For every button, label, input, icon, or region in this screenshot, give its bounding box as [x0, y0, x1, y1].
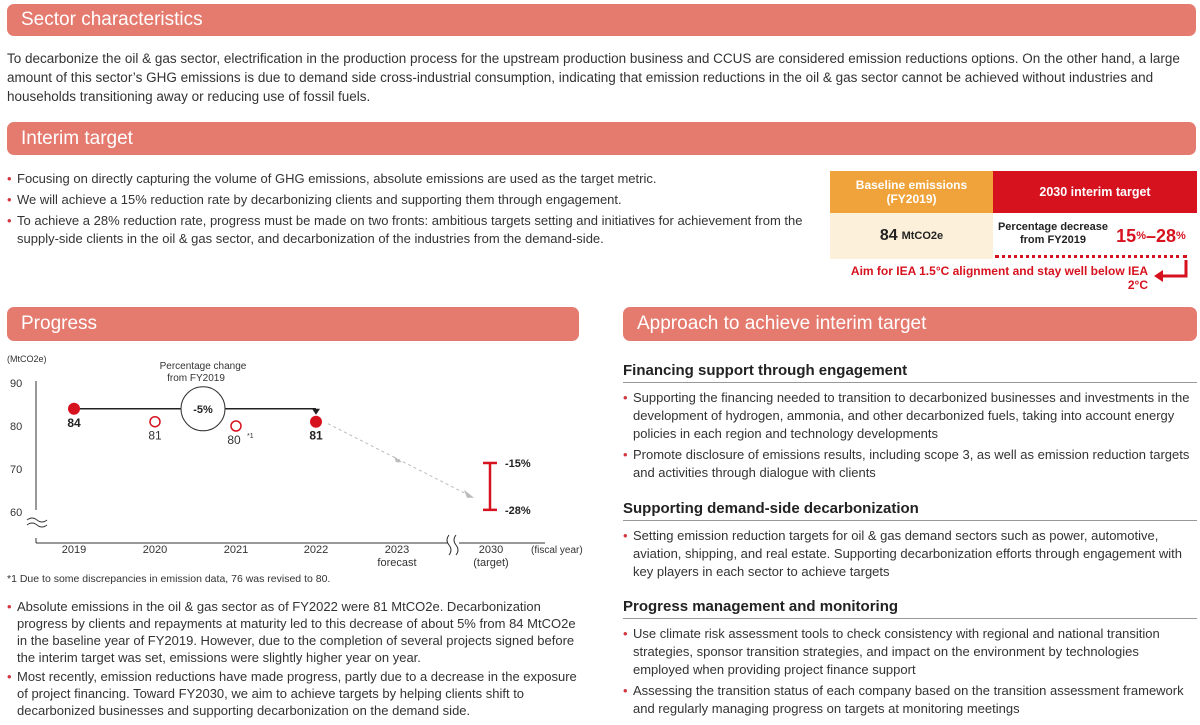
- data-label: 81: [309, 428, 323, 443]
- data-point-2021: [231, 421, 241, 431]
- data-point-2022: [311, 416, 322, 427]
- interim-target-banner: [7, 122, 1196, 155]
- y-tick-label: 80: [10, 421, 23, 433]
- approach-banner: [623, 307, 1197, 341]
- iea-alignment-note: Aim for IEA 1.5°C alignment and stay well below IEA 2°C: [850, 264, 1148, 292]
- baseline-unit: MtCO2e: [901, 230, 944, 242]
- target-label: 2030 interim target: [1039, 185, 1151, 199]
- group-heading: Supporting demand-side decarbonization: [623, 500, 919, 517]
- baseline-value: 84: [879, 227, 898, 244]
- emissions-chart: [0, 345, 600, 573]
- x-tick-note: (target): [473, 557, 509, 569]
- chart-footnote: *1 Due to some discrepancies in emission data, 76 was revised to 80.: [7, 573, 331, 585]
- x-tick-note: forecast: [377, 557, 417, 569]
- list-item: • Assessing the transition status of each company based on the transition assessment framework and regularly managing progress on targets at monitoring meetings: [623, 682, 1197, 718]
- y-axis-break-icon: [27, 518, 47, 527]
- target-high-label: -15%: [505, 457, 531, 470]
- baseline-header: [830, 171, 993, 213]
- x-tick-label: 2030: [478, 544, 504, 556]
- group-bullets: [623, 625, 1197, 718]
- section-title: Sector characteristics: [21, 9, 203, 30]
- x-tick-label: 2019: [61, 544, 87, 556]
- data-label: 80: [227, 433, 241, 447]
- baseline-label: Baseline emissions: [855, 178, 968, 192]
- data-point-2019: [69, 403, 80, 414]
- pct-label-line-2: from FY2019: [1019, 234, 1086, 246]
- pct-sign: %: [1176, 230, 1186, 242]
- change-title-line-2: from FY2019: [167, 373, 225, 384]
- down-arrow-icon: [312, 409, 320, 415]
- data-point-2020: [150, 417, 160, 427]
- list-item: • Most recently, emission reductions have made progress, partly due to a decrease in the exposure of project financing. Toward FY2030, we aim to achieve targets by helping clients shift to decarbonized businesses and supporting decarbonization on the demand side.: [7, 668, 577, 719]
- list-item: • To achieve a 28% reduction rate, progress must be made on two fronts: ambitious targets setting and initiatives for achievement from the supply-side clients in the oil & gas sector, and decarbonization of the industries from the demand-side.: [7, 212, 807, 248]
- change-title-line-1: Percentage change: [159, 361, 247, 372]
- baseline-value-cell: [830, 213, 993, 259]
- progress-banner: [7, 307, 579, 341]
- unit-label: (MtCO2e): [7, 354, 47, 364]
- divider: [623, 520, 1197, 521]
- pct-label-line-1: Percentage decrease: [997, 221, 1109, 233]
- list-item: • We will achieve a 15% reduction rate by decarbonizing clients and supporting them through engagement.: [7, 191, 807, 209]
- x-axis-break-icon: [447, 535, 458, 555]
- range-dash: –: [1145, 225, 1156, 246]
- x-axis-title: (fiscal year): [531, 545, 583, 556]
- x-tick-label: 2021: [223, 544, 249, 556]
- list-item: • Supporting the financing needed to transition to decarbonized businesses and investments in the development of hydrogen, ammonia, and other decarbonized fuels, taking into account energy policies in each region and technology developments: [623, 389, 1197, 443]
- change-value: -5%: [193, 403, 213, 416]
- list-item: • Absolute emissions in the oil & gas sector as of FY2022 were 81 MtCO2e. Decarbonization progress by clients and repayments at maturity led to this decrease of about 5% from 84 MtCO2e in the baseline year of FY2019. However, due to the completion of several projects signed before the interim target was set, emissions were slightly higher year on year.: [7, 598, 577, 666]
- x-tick-label: 2020: [142, 544, 168, 556]
- percentage-decrease-label: [996, 218, 1110, 250]
- target-header: [993, 171, 1197, 213]
- list-item: • Use climate risk assessment tools to check consistency with regional and national transition strategies, sponsor transition strategies, and impact on the environment by technologies employed when providing project finance support: [623, 625, 1197, 679]
- x-tick-label: 2022: [303, 544, 329, 556]
- return-arrow-icon: [1150, 258, 1198, 286]
- group-heading: Financing support through engagement: [623, 362, 908, 379]
- baseline-year: (FY2019): [886, 192, 937, 206]
- range-high: 28: [1156, 225, 1177, 246]
- data-label: 81: [148, 428, 162, 443]
- data-label: 84: [67, 415, 81, 430]
- interim-bullets: [7, 170, 807, 248]
- divider: [623, 382, 1197, 383]
- range-low: 15: [1116, 225, 1137, 246]
- group-heading: Progress management and monitoring: [623, 598, 899, 615]
- forecast-mid-arrow-icon: [394, 456, 402, 462]
- section-title: Interim target: [21, 127, 133, 149]
- x-tick-label: 2023: [384, 544, 410, 556]
- divider: [623, 618, 1197, 619]
- target-low-label: -28%: [505, 504, 531, 517]
- group-bullets: [623, 527, 1197, 581]
- y-tick-label: 90: [10, 378, 23, 390]
- y-tick-label: 60: [10, 507, 23, 519]
- list-item: • Setting emission reduction targets for oil & gas demand sectors such as power, automotive, aviation, shipping, and real estate. Supporting decarbonization efforts through engagement with key players in each sector to achieve targets: [623, 527, 1197, 581]
- reduction-range: [1110, 222, 1192, 250]
- section-title: Approach to achieve interim target: [637, 313, 927, 334]
- forecast-arrow-icon: [464, 490, 474, 498]
- pct-sign: %: [1136, 230, 1146, 242]
- group-bullets: [623, 389, 1197, 482]
- y-tick-label: 70: [10, 464, 23, 476]
- list-item: • Focusing on directly capturing the volume of GHG emissions, absolute emissions are used as the target metric.: [7, 170, 807, 188]
- sector-characteristics-banner: [7, 4, 1196, 36]
- section-title: Progress: [21, 313, 98, 334]
- sector-description: To decarbonize the oil & gas sector, electrification in the production process for the upstream production business and CCUS are considered emission reductions options. On the other hand, a large amount of this sector’s GHG emissions is due to demand side cross-industrial consumption, indicating that emission reductions in the oil & gas sector cannot be achieved without industries and households transitioning away or reducing use of fossil fuels.: [7, 51, 1180, 104]
- data-label-note: *1: [247, 433, 254, 440]
- progress-bullets: [7, 598, 577, 719]
- list-item: • Promote disclosure of emissions results, including scope 3, as well as emission reduction targets and activities through dialogue with clients: [623, 446, 1197, 482]
